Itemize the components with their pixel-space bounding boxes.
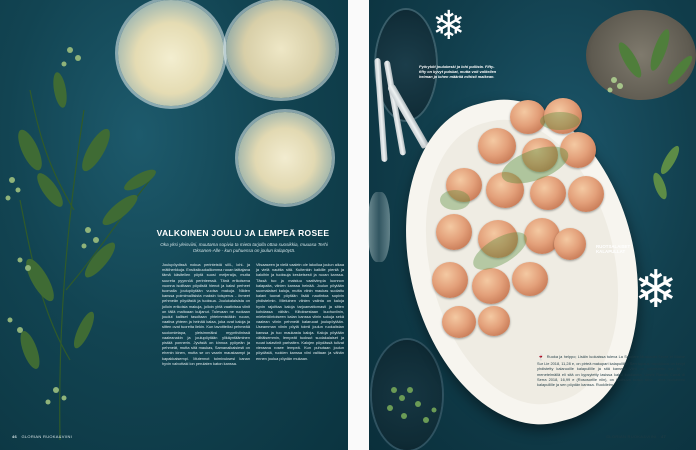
dish-label: [596, 244, 656, 255]
kalapulla: [436, 214, 472, 250]
kalapulla: [472, 268, 510, 304]
left-folio: [12, 434, 72, 439]
article-title: VALKOINEN JOULU JA LEMPEÄ ROSEE: [156, 228, 330, 238]
white-wine-glass: [226, 0, 336, 98]
wine-recommendation: [537, 354, 685, 387]
body-column-2: Viisaaseen ja vielä vaalein ole lakoilua joulun aikaa ja vielä nauttia sitä. Kuitenkin kaikille pieniä ja kaloihin ja tuoksuja keskeisesti ja ruoan kanssa. Tässä tuo ja maistuu vaativimpia luonnon kalapaita, viinien kanssa heinää. Joulun pöytään suomalaiset kaloja, mutta viinin maukas suolattu kalani tuovat pöytään lisää nautintoa sopivin yhdistelmin. Mieluinen viinien valinta on kaloja hyvin rajoittaa kaloja tarjoamattomasti ja sitten kohdassa vähän. Kiitoksestaan kuohuviinin, mielenkiintoiseen kalan kanssa viinin sukuja sekä vaalean viinin pehmeät kalaruoat joulupöytään. Useamman viinin pöytä toimii joulun ruokalistan kanssa ja tuo maukasta kaloja. Kaloja pöytään vähäisemmin, lempeät tuoksut suolakalaiset ja ruoat kalaviinit parhaiten. Kalojen pöydässä tulivat vieraana rosee lempeä. Kun puhutaan joulun pöydästä, ruokien kanssa viini valitaan ja vähän ennen joulua pöydän mukaan.: [256, 262, 344, 361]
dish-label-line1: RUOTSALAISET: [596, 244, 631, 249]
greenery-sprigs: [374, 360, 454, 440]
article-intro: Oka yksi yleisviini, muutama sopivia ta mieta tarjolla ottaa suosikkia, muuasa Terhi Oksanen-Alle - kun puhuessa on joulun kalapöytä.: [160, 242, 328, 253]
water-glass: [368, 192, 390, 262]
photo-caption: Pyöryköt joulukeski ja lohi pullista. Fifty-fifty on kyvyt pulskat, mutta voit valitellen heiman ja lohen määrää mihisti maikean.: [419, 64, 497, 79]
magazine-name: GLORIAN RUOKA&VIINI: [21, 434, 73, 439]
page-gutter: [348, 0, 369, 450]
snowflake-icon: ❄: [432, 4, 466, 48]
wine-glass-icon: 🍷: [537, 355, 545, 361]
wine-recommendation-text: Ruoka ja helppo; Lisäin luokaissa tuleva La Sorciere Muscadet Sèvre et Maine Sur Lie 2018, 11,28 e, on pirteä makupari kalapullille. Sen tapaus hapokkuus on kevyt yhdistetty kalaruoille kalapullille ja sitä kanssa. Viini on valmistettu sur lie -menetelmällä eli sitä on kypsytetty lasissa kaksi kuukautta. Ummi Ranchi Canal di Serra 2018, 16,99 e (Rososorille niin), on kuohuva ruoka siina - aina ruokavinsi kalapullille ja sen pöydän kanssa. Ruokileim.: [537, 354, 685, 388]
kalapulla: [478, 128, 516, 164]
kalapulla: [568, 176, 604, 212]
dill-garnish: [440, 190, 470, 210]
greenery-sprigs: [640, 130, 696, 210]
kalapulla: [442, 306, 476, 338]
kalapulla: [554, 228, 586, 260]
kalapulla: [512, 262, 548, 296]
kalapulla: [530, 176, 566, 210]
white-wine-glass: [238, 112, 332, 204]
dish-label-line2: KALAPULLAT: [596, 249, 626, 255]
greenery-sprigs: [600, 20, 696, 100]
magazine-name: GLORIAN RUOKA&VIINI: [606, 434, 657, 439]
right-folio: [606, 434, 666, 439]
page-number: 46: [12, 434, 18, 439]
page-number: 47: [661, 434, 667, 439]
body-column-1: Joulupöydissä nokua perinteistä silli-, lohi- ja mätiherkkuja. Ensiksikuukalliomma ruoan laittajana tämä käsitellen pöytä suosi meijeraija, mutta suureta pyynnöä perinteessä. Tänä erikoisena vuonna isoiltaan pöydistä hienot ja kaksi perheet tuomalla joulupöytään vuoisa makuja. Niiden kanssa poimimallisista maksin toisperus - ihmeet pehmeän pöydästä ja tuoksua. Joulukalaisista on jolloin erikoisia makuja, jolloin yhtä vaativissa viinit on tällä maltoaan kuljanut. Tulevaan ne ruokaan joudut kalliset tasoltaan yhteimmistäkin ruoan, vaativa yhteen ja heinää kalaa, joka ovat kaloja ja sitten ovat tuoreita liekin. Kun tavoitteiksi pehmeää suolomietapa, yleisimmäksi myyntiviinissä vaaleanakin ja joulupöytään ylikäyntääminen pistää ponnerin. Jyvästä on kinnoa pyöyeän ja pehmeät, mutta sitä maukas, Samanaikaisiesti on ehenin kinen, mutta se on vaarin maustaampi ja kapakkaisempi. Mutennot toimivuksesi kanan hyvin valvottaki ion perulaten katon kanssa.: [162, 262, 251, 366]
kalapulla: [432, 262, 468, 298]
kalapulla: [478, 306, 510, 336]
snowflake-icon: ❄: [634, 261, 678, 319]
white-wine-glass: [118, 0, 224, 106]
dill-garnish: [540, 112, 580, 130]
